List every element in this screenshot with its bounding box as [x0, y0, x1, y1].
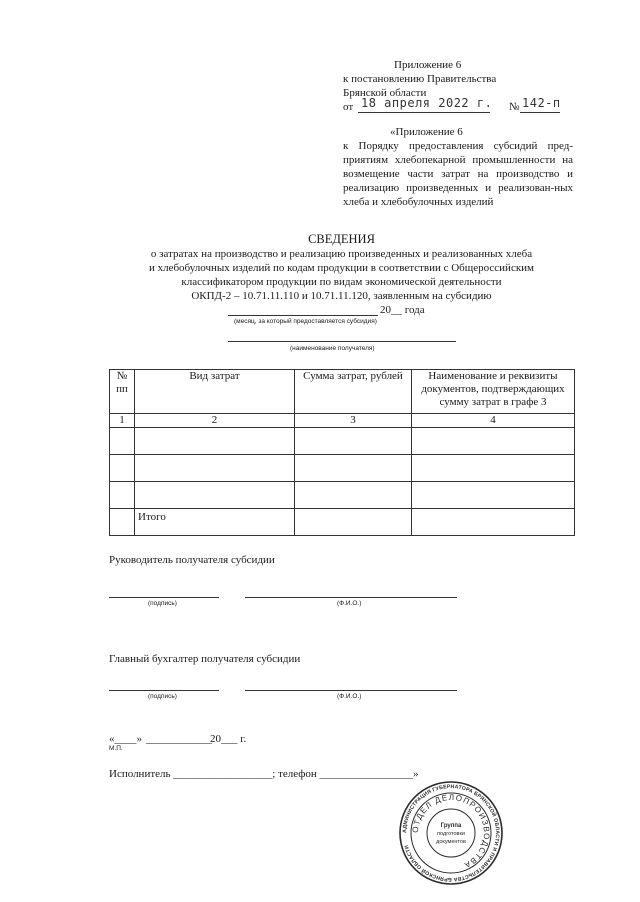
- head-name-hint: (Ф.И.О.): [337, 600, 362, 607]
- column-number-2: 2: [135, 414, 295, 428]
- header-documents: Наименование и реквизиты документов, подтверждающих сумму затрат в графе 3: [412, 370, 575, 414]
- decree-date-underline: [358, 112, 490, 113]
- period-year: 20__ года: [380, 304, 425, 316]
- appendix-region: Брянской области: [343, 87, 427, 99]
- stamp-outer-text: АДМИНИСТРАЦИЯ ГУБЕРНАТОРА БРЯНСКОЙ ОБЛАСТИ И ПРАВИТЕЛЬСТВА БРЯНСКОЙ ОБЛАСТИ: [401, 783, 501, 883]
- decree-date-prefix: от: [343, 101, 354, 113]
- document-title: СВЕДЕНИЯ: [308, 232, 375, 246]
- table-cell[interactable]: [412, 482, 575, 509]
- document-subtitle-2: и хлебобулочных изделий по кодам продукции в соответствии с Общероссийским: [148, 262, 535, 274]
- annex-title: «Приложение 6: [390, 126, 463, 138]
- period-hint: (месяц, за который предоставляется субсидия): [234, 318, 377, 325]
- decree-date: 18 апреля 2022 г.: [361, 96, 493, 110]
- table-total-row: [110, 509, 575, 536]
- appendix-title: Приложение 6: [394, 59, 462, 71]
- total-label: Итого: [135, 509, 295, 536]
- appendix-decree: к постановлению Правительства: [343, 73, 497, 85]
- accountant-signature-label: Главный бухгалтер получателя субсидии: [109, 653, 301, 665]
- header-number: № пп: [110, 370, 135, 414]
- table-cell[interactable]: [135, 482, 295, 509]
- costs-table: [109, 369, 575, 536]
- table-cell[interactable]: [295, 482, 412, 509]
- accountant-name-line[interactable]: [245, 690, 457, 691]
- footer-date-month[interactable]: ____________: [146, 733, 212, 745]
- period-month-line[interactable]: [228, 315, 378, 316]
- head-signature-line[interactable]: [109, 597, 219, 598]
- table-cell[interactable]: [135, 455, 295, 482]
- stamp-place-label: М.П.: [109, 745, 123, 752]
- stamp-center-line-2: подготовки: [437, 831, 465, 837]
- document-subtitle-1: о затратах на производство и реализацию произведенных и реализованных хлеба: [150, 248, 533, 260]
- head-signature-label: Руководитель получателя субсидии: [109, 554, 275, 566]
- head-signature-hint: (подпись): [148, 600, 177, 607]
- footer-date-day[interactable]: «____»: [109, 733, 142, 745]
- head-name-line[interactable]: [245, 597, 457, 598]
- table-row: [110, 482, 575, 509]
- document-subtitle-3: классификатором продукции по видам экономической деятельности: [181, 276, 502, 288]
- accountant-signature-line[interactable]: [109, 690, 219, 691]
- table-cell[interactable]: [295, 455, 412, 482]
- table-cell[interactable]: [295, 428, 412, 455]
- stamp-seal-icon: [398, 780, 504, 886]
- recipient-hint: (наименование получателя): [290, 345, 375, 352]
- decree-number: 142-п: [522, 96, 561, 110]
- table-cell[interactable]: [110, 482, 135, 509]
- executor-line[interactable]: Исполнитель __________________; телефон _________________»: [109, 768, 419, 780]
- header-cost-type: Вид затрат: [135, 370, 295, 414]
- column-number-3: 3: [295, 414, 412, 428]
- table-cell[interactable]: [110, 428, 135, 455]
- table-number-row: [110, 414, 575, 428]
- table-header-row: [110, 370, 575, 414]
- document-subtitle-4: ОКПД-2 – 10.71.11.110 и 10.71.11.120, заявленным на субсидию: [191, 290, 492, 302]
- total-sum-cell[interactable]: [295, 509, 412, 536]
- recipient-name-line[interactable]: [228, 341, 456, 342]
- round-stamp: [398, 780, 504, 886]
- annex-body: к Порядку предоставления субсидий пред-приятиям хлебопекарной промышленности на возмещение части затрат на производство и реализацию произведенных и реализован-ных хлеба и хлебобулочных изделий: [343, 140, 573, 208]
- table-cell[interactable]: [412, 455, 575, 482]
- table-cell[interactable]: [110, 455, 135, 482]
- stamp-center-line-1: Группа: [440, 823, 462, 829]
- stamp-center-line-3: документов: [436, 839, 466, 845]
- header-cost-sum: Сумма затрат, рублей: [295, 370, 412, 414]
- table-cell[interactable]: [412, 509, 575, 536]
- table-row: [110, 428, 575, 455]
- stamp-inner-text: ОТДЕЛ ДЕЛОПРОИЗВОДСТВА: [410, 792, 492, 871]
- table-cell[interactable]: [135, 428, 295, 455]
- accountant-name-hint: (Ф.И.О.): [337, 693, 362, 700]
- table-cell[interactable]: [110, 509, 135, 536]
- decree-number-prefix: №: [509, 101, 520, 113]
- accountant-signature-hint: (подпись): [148, 693, 177, 700]
- column-number-1: 1: [110, 414, 135, 428]
- table-cell[interactable]: [412, 428, 575, 455]
- decree-number-underline: [520, 112, 560, 113]
- column-number-4: 4: [412, 414, 575, 428]
- footer-date-year: 20___ г.: [210, 733, 247, 745]
- table-row: [110, 455, 575, 482]
